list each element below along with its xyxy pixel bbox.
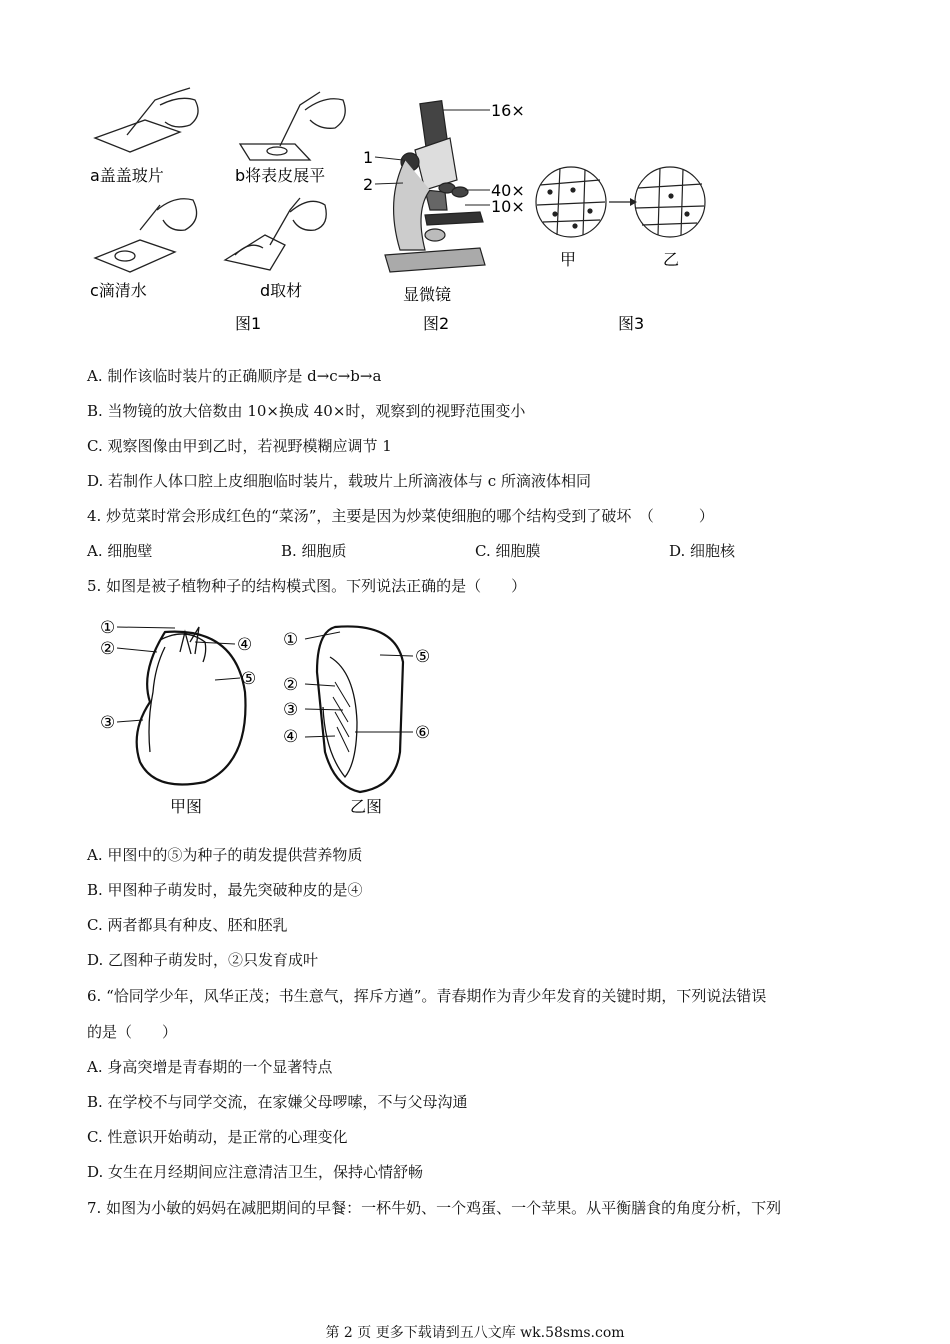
yi-label: 乙 (663, 250, 680, 269)
q6-option-d: D. 女生在月经期间应注意清洁卫生，保持心情舒畅 (87, 1163, 424, 1181)
q3-option-c: C. 观察图像由甲到乙时，若视野模糊应调节 1 (87, 437, 392, 455)
q6-stem-line2: 的是（ ） (87, 1023, 178, 1041)
knob1-label: 1 (363, 148, 374, 167)
step-c-drawing (95, 199, 197, 272)
q5-option-a: A. 甲图中的⑤为种子的萌发提供营养物质 (87, 846, 363, 864)
seed-jia-label-2: ② (100, 639, 116, 659)
seed-jia-label-5: ⑤ (241, 669, 257, 689)
page-footer: 第 2 页 更多下载请到五八文库 wk.58sms.com (325, 1325, 625, 1341)
step-a-drawing (95, 88, 198, 152)
seed-yi-label-3: ③ (283, 700, 299, 720)
seed-yi-label-1: ① (283, 630, 299, 650)
q4-option-a: A. 细胞壁 (87, 542, 153, 560)
caption-fig3: 图3 (618, 314, 645, 333)
step-d-label: d取材 (260, 281, 303, 300)
seed-jia-label-1: ① (100, 618, 116, 638)
q4-stem: 4. 炒苋菜时常会形成红色的“菜汤”，主要是因为炒菜使细胞的哪个结构受到了破坏 （ ） (87, 507, 714, 525)
q6-option-b: B. 在学校不与同学交流，在家嫌父母啰嗦，不与父母沟通 (87, 1093, 468, 1111)
cell-view-yi (635, 167, 705, 237)
q4-option-b: B. 细胞质 (281, 542, 347, 560)
cell-view-jia (536, 167, 606, 237)
objective-low-label: 10× (491, 197, 525, 216)
objective-high-label: 40× (491, 181, 525, 200)
q4-option-d: D. 细胞核 (669, 542, 736, 560)
seed-yi-caption: 乙图 (350, 797, 383, 816)
seed-yi-label-4: ④ (283, 727, 299, 747)
q6-option-c: C. 性意识开始萌动，是正常的心理变化 (87, 1128, 348, 1146)
seed-yi-label-5: ⑤ (415, 647, 431, 667)
q3-option-b: B. 当物镜的放大倍数由 10×换成 40×时，观察到的视野范围变小 (87, 402, 526, 420)
figure-microscopy (85, 80, 725, 340)
bean-seed-drawing (137, 627, 246, 785)
step-d-drawing (225, 198, 326, 270)
q3-option-a: A. 制作该临时装片的正确顺序是 d→c→b→a (87, 367, 382, 385)
seed-yi-label-6: ⑥ (415, 723, 431, 743)
step-b-drawing (240, 92, 345, 160)
jia-label: 甲 (560, 250, 577, 269)
eyepiece-label: 16× (491, 101, 525, 120)
seed-jia-label-4: ④ (237, 635, 253, 655)
microscope-caption: 显微镜 (403, 285, 452, 304)
q4-option-c: C. 细胞膜 (475, 542, 541, 560)
step-c-label: c滴清水 (90, 281, 147, 300)
q6-stem-line1: 6. “恰同学少年，风华正茂；书生意气，挥斥方遒”。青春期作为青少年发育的关键时期，下列说法错误 (87, 987, 767, 1005)
seed-jia-caption: 甲图 (170, 797, 203, 816)
q5-option-d: D. 乙图种子萌发时，②只发育成叶 (87, 951, 319, 969)
caption-fig1: 图1 (235, 314, 262, 333)
seed-yi-label-2: ② (283, 675, 299, 695)
step-a-label: a盖盖玻片 (90, 166, 164, 185)
q3-option-d: D. 若制作人体口腔上皮细胞临时装片，载玻片上所滴液体与 c 所滴液体相同 (87, 472, 591, 490)
figure-seeds (95, 612, 445, 822)
seed-jia-label-3: ③ (100, 713, 116, 733)
knob2-label: 2 (363, 175, 374, 194)
q5-option-c: C. 两者都具有种皮、胚和胚乳 (87, 916, 288, 934)
arrow-head-icon (630, 198, 637, 206)
q5-stem: 5. 如图是被子植物种子的结构模式图。下列说法正确的是（ ） (87, 577, 527, 595)
caption-fig2: 图2 (423, 314, 450, 333)
q5-option-b: B. 甲图种子萌发时，最先突破种皮的是④ (87, 881, 363, 899)
microscope-drawing (385, 101, 485, 272)
q7-stem: 7. 如图为小敏的妈妈在减肥期间的早餐：一杯牛奶、一个鸡蛋、一个苹果。从平衡膳食的角度分析，下列 (87, 1199, 782, 1217)
seed-jia-pointers (117, 627, 240, 722)
q6-option-a: A. 身高突增是青春期的一个显著特点 (87, 1058, 333, 1076)
step-b-label: b将表皮展平 (235, 166, 326, 185)
